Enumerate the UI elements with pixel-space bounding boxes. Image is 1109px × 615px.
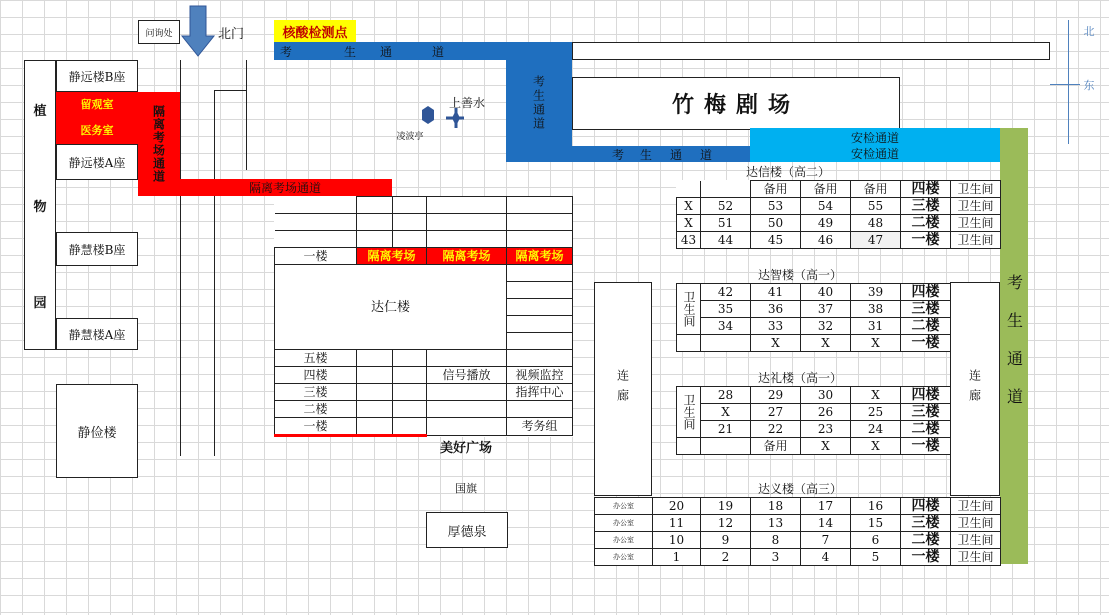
classroom-cell: 27 <box>751 404 801 421</box>
daxin-building-table <box>676 180 1001 249</box>
floor-label: 三楼 <box>901 198 951 215</box>
medical-room: 医务室 <box>80 124 114 137</box>
classroom-cell: 38 <box>851 301 901 318</box>
exam-channel-top <box>274 42 572 60</box>
dali-building-table <box>676 386 951 455</box>
classroom-cell: X <box>677 198 701 215</box>
classroom-cell: 34 <box>701 318 751 335</box>
office-cell: 办公室 <box>595 515 653 532</box>
classroom-cell: 9 <box>701 532 751 549</box>
isolation-exam-room: 隔离考场 <box>357 248 427 265</box>
classroom-cell: 23 <box>801 421 851 438</box>
classroom-cell: 42 <box>701 284 751 301</box>
classroom-cell: 26 <box>801 404 851 421</box>
classroom-cell: X <box>677 215 701 232</box>
classroom-cell: 24 <box>851 421 901 438</box>
compass-north-line <box>1068 20 1069 144</box>
classroom-cell: 45 <box>751 232 801 249</box>
classroom-cell: X <box>851 335 901 352</box>
security-channel-label: 安检通道 <box>850 130 899 145</box>
classroom-cell: 31 <box>851 318 901 335</box>
classroom-cell: 备用 <box>801 181 851 198</box>
exam-channel-green-label: 考生通道 <box>1004 274 1024 426</box>
isolation-exam-room: 隔离考场 <box>427 248 507 265</box>
classroom-cell: 28 <box>701 387 751 404</box>
signal-broadcast-room: 信号播放 <box>427 367 507 384</box>
classroom-cell: 2 <box>701 549 751 566</box>
toilet-cell: 卫生间 <box>677 284 701 335</box>
compass-north-label: 北 <box>1083 25 1095 38</box>
dayi-building-table <box>594 497 1001 566</box>
toilet-cell: 卫生间 <box>951 498 1001 515</box>
floor-label: 三楼 <box>901 404 951 421</box>
floor-label: 三楼 <box>901 301 951 318</box>
classroom-cell: 48 <box>851 215 901 232</box>
road-line <box>246 60 247 170</box>
dazhi-building-table <box>676 283 951 352</box>
daren-floor-label: 一楼 <box>275 248 357 265</box>
toilet-cell: 卫生间 <box>951 232 1001 249</box>
classroom-cell: X <box>851 438 901 455</box>
classroom-cell: 49 <box>801 215 851 232</box>
classroom-cell: 13 <box>751 515 801 532</box>
classroom-cell: 4 <box>801 549 851 566</box>
classroom-cell: 30 <box>801 387 851 404</box>
lingbo-pavilion-label: 凌波亭 <box>396 131 424 142</box>
exam-channel-vertical-label: 考 生 通 道 <box>531 75 546 131</box>
toilet-cell: 卫生间 <box>951 549 1001 566</box>
floor-label: 四楼 <box>901 498 951 515</box>
national-flag-label: 国旗 <box>455 482 477 495</box>
exam-channel-lower <box>572 146 750 162</box>
classroom-cell: 51 <box>701 215 751 232</box>
compass-east-label: 东 <box>1083 79 1095 92</box>
classroom-cell: 17 <box>801 498 851 515</box>
road-line <box>180 60 181 456</box>
office-cell: 办公室 <box>595 532 653 549</box>
floor-label: 二楼 <box>901 421 951 438</box>
classroom-cell: 5 <box>851 549 901 566</box>
toilet-cell: 卫生间 <box>951 181 1001 198</box>
floor-label: 四楼 <box>901 284 951 301</box>
shangshan-water-label: 上善水 <box>448 95 485 110</box>
classroom-cell: 备用 <box>751 438 801 455</box>
classroom-cell: 25 <box>851 404 901 421</box>
floor-label: 二楼 <box>901 215 951 232</box>
toilet-cell: 卫生间 <box>951 215 1001 232</box>
classroom-cell: 11 <box>653 515 701 532</box>
toilet-cell: 卫生间 <box>951 532 1001 549</box>
classroom-cell: 备用 <box>851 181 901 198</box>
floor-label: 一楼 <box>901 549 951 566</box>
daren-floor-label: 二楼 <box>275 401 357 418</box>
floor-label: 三楼 <box>901 515 951 532</box>
office-cell: 办公室 <box>595 549 653 566</box>
classroom-cell: 12 <box>701 515 751 532</box>
exam-channel-top-char: 通 <box>380 44 393 59</box>
command-center-room: 指挥中心 <box>507 384 573 401</box>
classroom-cell: 3 <box>751 549 801 566</box>
exam-affairs-room: 考务组 <box>507 418 573 436</box>
daren-building-name: 达仁楼 <box>275 265 507 350</box>
exam-channel-top-char: 道 <box>432 44 445 59</box>
exam-channel-top-char: 生 <box>344 44 357 59</box>
garden-char: 植 <box>33 103 47 119</box>
bamboo-plum-theatre: 竹梅剧场 <box>572 77 900 130</box>
classroom-cell: 16 <box>851 498 901 515</box>
jingyuan-a-building: 静远楼A座 <box>56 144 138 180</box>
toilet-cell: 卫生间 <box>951 198 1001 215</box>
floor-label: 二楼 <box>901 532 951 549</box>
daxin-building-title: 达信楼（高二） <box>745 164 830 179</box>
classroom-cell: 1 <box>653 549 701 566</box>
daren-floor-label: 五楼 <box>275 350 357 367</box>
botanical-garden <box>24 60 56 350</box>
classroom-cell: 备用 <box>751 181 801 198</box>
isolation-exam-room: 隔离考场 <box>507 248 573 265</box>
houde-spring: 厚德泉 <box>426 512 508 548</box>
classroom-cell: 33 <box>751 318 801 335</box>
classroom-cell: 54 <box>801 198 851 215</box>
nucleic-test-point: 核酸检测点 <box>274 20 356 42</box>
jinghui-b-building: 静慧楼B座 <box>56 232 138 266</box>
jingyuan-b-building: 静远楼B座 <box>56 60 138 92</box>
top-road-box <box>572 42 1050 60</box>
classroom-cell: 14 <box>801 515 851 532</box>
exam-channel-lower-char: 通 <box>670 147 683 162</box>
classroom-cell: 39 <box>851 284 901 301</box>
entrance-arrow-icon <box>180 4 216 58</box>
classroom-cell: 35 <box>701 301 751 318</box>
classroom-cell: 37 <box>801 301 851 318</box>
classroom-cell: 40 <box>801 284 851 301</box>
classroom-cell: X <box>701 404 751 421</box>
classroom-cell: 50 <box>751 215 801 232</box>
classroom-cell: X <box>751 335 801 352</box>
observation-room: 留观室 <box>80 98 114 111</box>
classroom-cell: 10 <box>653 532 701 549</box>
classroom-cell: 53 <box>751 198 801 215</box>
daren-floor-label: 四楼 <box>275 367 357 384</box>
floor-label: 二楼 <box>901 318 951 335</box>
classroom-cell: 55 <box>851 198 901 215</box>
toilet-cell: 卫生间 <box>951 515 1001 532</box>
floor-label: 一楼 <box>901 438 951 455</box>
exam-channel-top-char: 考 <box>280 44 293 59</box>
jingjian-building: 静俭楼 <box>56 384 138 478</box>
classroom-cell: X <box>801 335 851 352</box>
exam-channel-lower-char: 生 <box>640 147 653 162</box>
floor-label: 四楼 <box>901 181 951 198</box>
classroom-cell: 29 <box>751 387 801 404</box>
classroom-cell: 21 <box>701 421 751 438</box>
classroom-cell: X <box>801 438 851 455</box>
classroom-cell: 18 <box>751 498 801 515</box>
classroom-cell: 41 <box>751 284 801 301</box>
left-corridor: 连廊 <box>594 282 652 496</box>
isolation-channel-vertical-label: 隔离考场通道 <box>151 105 166 183</box>
security-channel-label: 安检通道 <box>850 146 899 161</box>
classroom-cell: 32 <box>801 318 851 335</box>
daren-floor-label: 三楼 <box>275 384 357 401</box>
exam-channel-lower-char: 考 <box>612 147 625 162</box>
classroom-cell: 43 <box>677 232 701 249</box>
classroom-cell: 36 <box>751 301 801 318</box>
classroom-cell: X <box>851 387 901 404</box>
classroom-cell: 15 <box>851 515 901 532</box>
video-monitor-room: 视频监控 <box>507 367 573 384</box>
classroom-cell: 44 <box>701 232 751 249</box>
daren-building-grid <box>274 196 573 437</box>
floor-label: 一楼 <box>901 232 951 249</box>
floor-label: 一楼 <box>901 335 951 352</box>
dali-building-title: 达礼楼（高一） <box>757 370 842 385</box>
compass-east-line <box>1050 84 1080 85</box>
classroom-cell: 22 <box>751 421 801 438</box>
floor-label: 四楼 <box>901 387 951 404</box>
exam-channel-lower-char: 道 <box>700 147 713 162</box>
garden-char: 园 <box>33 295 47 311</box>
classroom-cell: 19 <box>701 498 751 515</box>
classroom-cell: 8 <box>751 532 801 549</box>
isolation-channel-horizontal-label: 隔离考场通道 <box>248 181 321 195</box>
north-gate-label: 北门 <box>217 26 244 42</box>
garden-char: 物 <box>33 199 47 215</box>
road-line <box>214 90 215 456</box>
meihao-plaza-label: 美好广场 <box>439 440 492 456</box>
classroom-cell: 46 <box>801 232 851 249</box>
right-corridor: 连廊 <box>950 282 1000 496</box>
office-cell: 办公室 <box>595 498 653 515</box>
classroom-cell: 52 <box>701 198 751 215</box>
road-line <box>214 90 246 91</box>
dazhi-building-title: 达智楼（高一） <box>757 267 842 282</box>
classroom-cell: 20 <box>653 498 701 515</box>
classroom-cell: 47 <box>851 232 901 249</box>
daren-floor-label: 一楼 <box>275 418 357 436</box>
reception-box: 问询处 <box>138 20 180 44</box>
toilet-cell: 卫生间 <box>677 387 701 438</box>
dayi-building-title: 达义楼（高三） <box>757 481 842 496</box>
classroom-cell: 7 <box>801 532 851 549</box>
jinghui-a-building: 静慧楼A座 <box>56 318 138 350</box>
classroom-cell: 6 <box>851 532 901 549</box>
